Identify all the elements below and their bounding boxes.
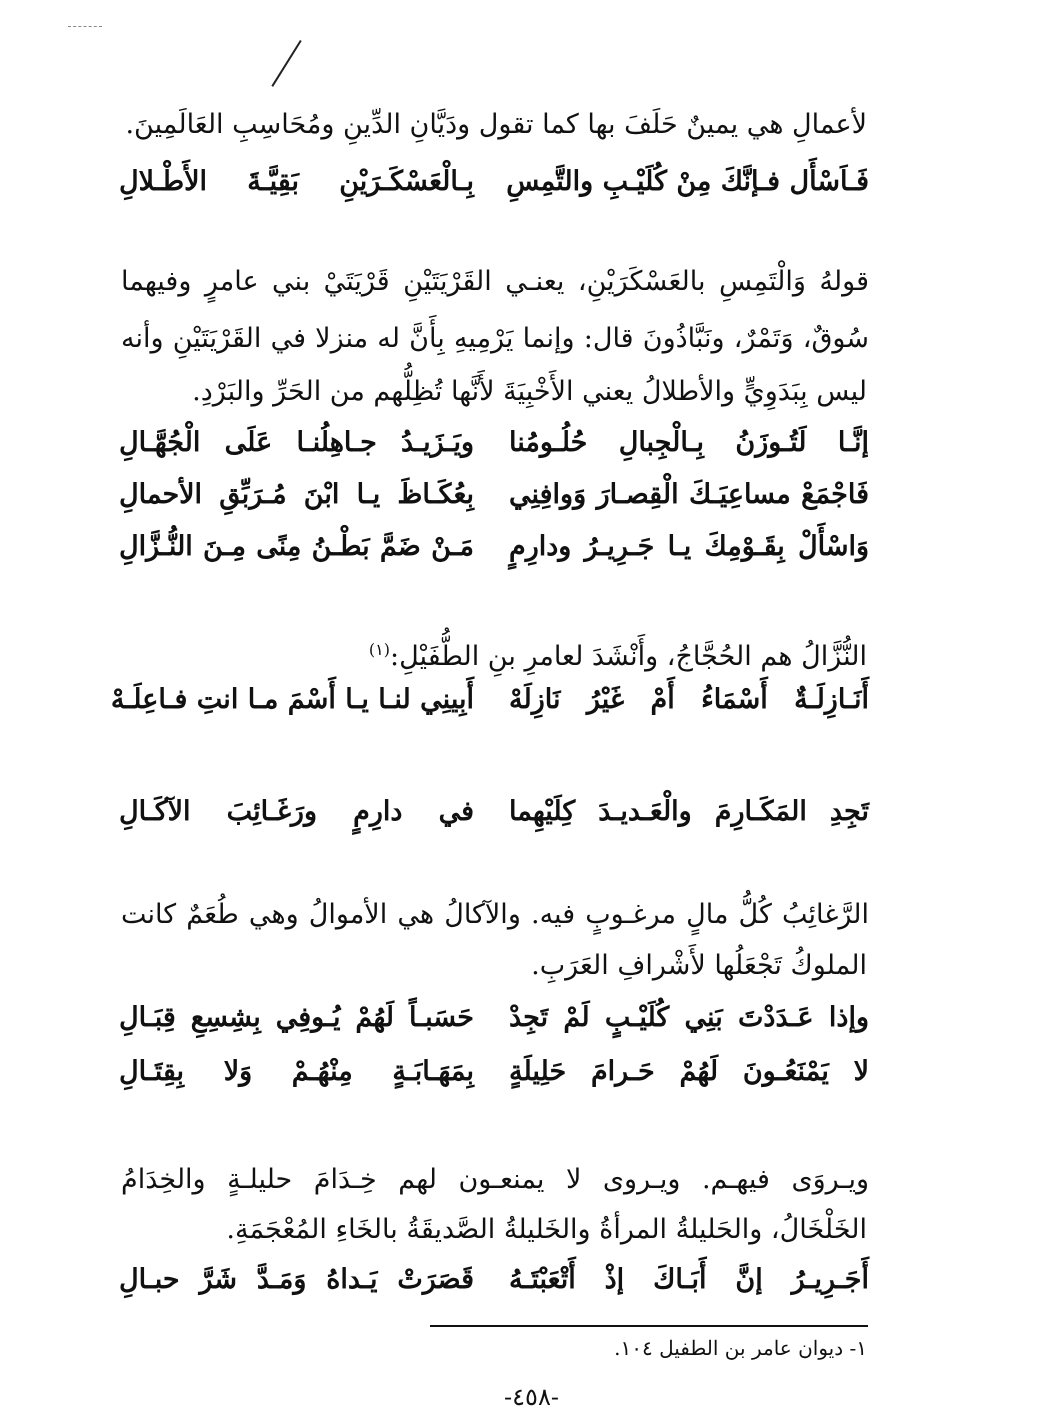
- verse-second-hemistich: ويَـزَيـدُ جـاهِلُنـا عَلَى الْجُهَّـالِ: [119, 427, 474, 458]
- verse-first-hemistich: تَجِدِ المَكَـارِمَ والْعَـديـدَ كِلَيْهِما: [509, 796, 869, 827]
- prose-line: [122, 630, 867, 677]
- verse-first-hemistich: وَاسْأَلْ بِقَـوْمِكَ يـا جَـرِيـرُ ودارِمٍ: [509, 531, 869, 562]
- verse-line: [110, 680, 869, 720]
- prose-line: سُوقٌ، وَتَمْرٌ، ونَبَّاذُونَ قال: وإنما يَرْمِيهِ بِأَنَّ له منزلا في القَرْيَتَيْنِ وأنه: [121, 323, 869, 354]
- verse-first-hemistich: فَـاَسْأَل فـإنَّكَ مِنْ كُلَيْـبِ والتَّمِسِ: [506, 166, 869, 197]
- verse-line: [119, 162, 869, 202]
- verse-line: [119, 1052, 869, 1092]
- verse-second-hemistich: بِمَهَـابَـةٍ مِنْهُـمْ وَلا بِقِتَـالِ: [119, 1056, 474, 1087]
- pen-slash-mark: [271, 40, 301, 87]
- page-number: -٤٥٨-: [504, 1383, 559, 1411]
- verse-first-hemistich: أَنَـازِلَـةٌ أَسْمَاءُ أَمْ غَيْرُ نَازِلَهْ: [509, 684, 869, 715]
- verse-line: [119, 1260, 869, 1300]
- verse-line: [119, 792, 869, 832]
- prose-line: قولهُ وَالْتَمِسِ بالعَسْكَرَيْنِ، يعنـي القَرْيَتَيْنِ قَرْيَتَيْ بني عامرٍ وفيهما: [121, 266, 869, 297]
- footnote-reference: (١): [368, 640, 390, 659]
- verse-second-hemistich: بِعُكَـاظَ يـا ابْنَ مُـرَبِّقِ الأحمالِ: [119, 479, 474, 510]
- verse-second-hemistich: حَسَبـاً لَهُمْ يُـوفِي بِشِسِعِ قِبَـالِ: [119, 1002, 474, 1033]
- footnote: ١- ديوان عامر بن الطفيل ١٠٤.: [614, 1336, 867, 1360]
- prose-line: ويـروَى فيهـم. ويـروى لا يمنعـون لهم خِـدَامَ حليلـةٍ والخِدَامُ: [121, 1164, 869, 1195]
- prose-line: الرَّغائِبُ كُلُّ مالٍ مرغـوبٍ فيه. والآكالُ هي الأموالُ وهي طُعَمٌ كانت: [121, 899, 869, 930]
- verse-line: [119, 998, 869, 1038]
- prose-text: النُّزَّالُ هم الحُجَّاجُ، وأَنْشَدَ لعامرِ بنِ الطُّفَيْلِ:: [390, 641, 867, 672]
- scan-corner-mark: [68, 26, 102, 27]
- prose-line: لأعمالِ هي يمينٌ حَلَفَ بها كما تقول ودَيَّانِ الدِّينِ ومُحَاسِبِ العَالَمِينَ.: [125, 109, 867, 140]
- verse-line: [119, 475, 869, 515]
- verse-second-hemistich: قَصَرَتْ يَـداهُ وَمَـدَّ شَرَّ حبـالِ: [119, 1264, 474, 1295]
- verse-first-hemistich: وإذا عَـدَدْتَ بَنِي كُلَيْـبٍ لَمْ تَجِدْ: [509, 1002, 869, 1033]
- prose-line: الملوكُ تَجْعَلُها لأَشْرافِ العَرَبِ.: [531, 950, 867, 981]
- verse-second-hemistich: بِـالْعَسْكَـرَيْنِ بَقِيَّـةَ الأَطْـلالِ: [119, 166, 474, 197]
- verse-first-hemistich: إنَّـا لَتُـوزَنُ بِـالْجِبالِ حُلُـومُنا: [509, 427, 869, 458]
- verse-line: [119, 423, 869, 463]
- footnote-separator: [430, 1325, 868, 1327]
- prose-line: الخَلْخَالُ، والحَليلةُ المرأةُ والخَليلةُ الصَّديقَةُ بالخَاءِ المُعْجَمَةِ.: [226, 1214, 867, 1245]
- verse-line: [119, 527, 869, 567]
- verse-first-hemistich: لا يَمْنَعُـونَ لَهُمْ حَـرامَ حَلِيلَةٍ: [509, 1056, 869, 1087]
- verse-second-hemistich: مَـنْ ضَمَّ بَطْـنُ مِنًى مِـنَ النُّـزَّالِ: [119, 531, 474, 562]
- verse-second-hemistich: في دارِمٍ ورَغَـائِبَ الآكَـالِ: [119, 796, 474, 827]
- verse-first-hemistich: أَجَـرِيـرُ إنَّ أَبَـاكَ إذْ أَتْعَبْتَـهُ: [509, 1264, 869, 1295]
- verse-second-hemistich: أَبِينِي لنـا يـا أَسْمَ مـا انتِ فـاعِلَـهْ: [110, 684, 474, 715]
- verse-first-hemistich: فَاجْمَعْ مساعِيَـكَ الْقِصـارَ وَوافِنِي: [509, 479, 869, 510]
- prose-line: ليس بِبَدَوِيٍّ والأطلالُ يعني الأَخْبِيَةَ لأَنَّها تُظِلُّهم من الحَرِّ والبَرْدِ.: [192, 376, 867, 407]
